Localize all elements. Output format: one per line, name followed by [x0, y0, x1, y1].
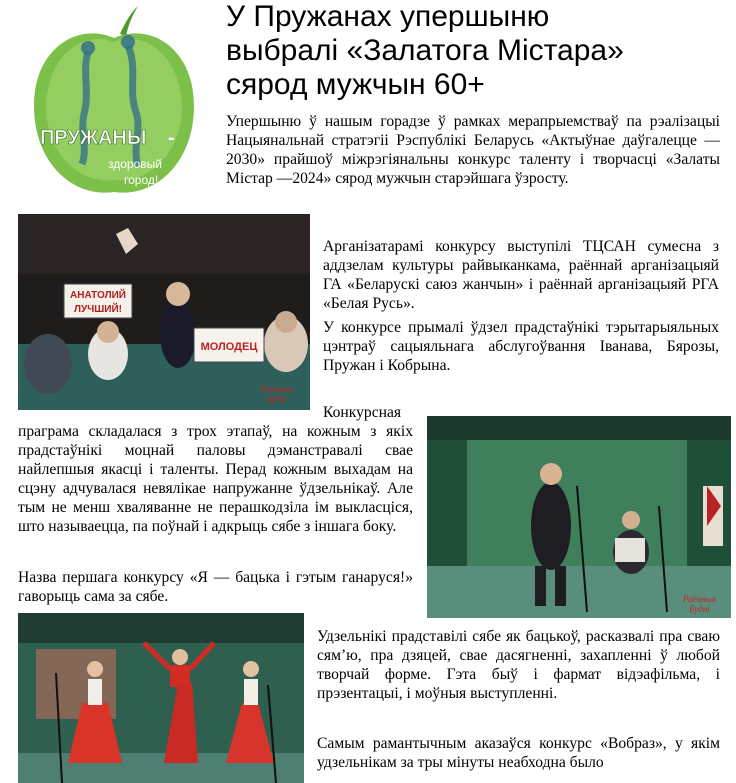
paragraph-intro: Упершыню ў нашым горадзе ў рамках мерапрыемстваў па рэалізацыі Нацыянальнай стратэгіі Рэспублікі Беларусь «Актыўнае даўгалецце — 2030» прайшоў міжрэгіянальны конкурс таленту і творчасці «Залаты Містар —2024» сярод мужчын старэйшага ўзросту. — [226, 113, 720, 187]
logo-subtitle-2: город! — [124, 173, 159, 187]
sign-1-line-2: ЛУЧШИЙ! — [73, 304, 123, 315]
title-line-2: выбралі «Залатога Містара» — [226, 34, 624, 67]
photo-stage-performance — [427, 416, 731, 618]
paragraph-image-contest: Самым рамантычным аказаўся конкурс «Вобраз», у якім удзельнікам за тры мінуты неабходна было — [317, 735, 720, 771]
photo-audience — [18, 214, 310, 410]
paragraph-program: Конкурсная праграма складалася з трох этапаў, на кожным з якіх прадстаўнікі моцнай паловы дэманстравалі свае найлепшыя якасці і таленты. Перад кожным выхадам на сцэну адчувалася невялікае напружанне ўдзельнікаў. Але тым не менш хваляванне не перашкодзіла ім выкласціся, што называецца, па поўнай і адкрыць сябе з іншага боку. — [18, 404, 413, 535]
sign-2: МОЛОДЕЦ — [200, 341, 258, 353]
article-title — [226, 0, 731, 102]
logo-brand-text: ПРУЖАНЫ — [40, 127, 147, 149]
title-line-3: сярод мужчын 60+ — [226, 68, 485, 101]
logo-subtitle-1: здоровый — [108, 157, 162, 171]
title-line-1: У Пружанах упершыню — [226, 0, 550, 33]
pruzhany-logo — [28, 2, 200, 202]
sign-1-line-1: АНАТОЛИЙ — [70, 290, 126, 301]
watermark-1-line-2: Будні — [266, 394, 287, 404]
svg-text:-: - — [168, 127, 175, 149]
paragraph-participants: У конкурсе прымалі ўдзел прадстаўнікі тэрытарыяльных цэнтраў сацыяльнага абслугоўвання Іванава, Бярозы, Пружан і Кобрына. — [323, 319, 719, 374]
paragraph-first-contest: Назва першага конкурсу «Я — бацька і гэтым ганаруся!» гаворыць сама за сябе. — [18, 569, 413, 605]
watermark-2-line-1: Раённыя — [683, 594, 716, 604]
paragraph-fathers: Удзельнікі прадставілі сябе як бацькоў, расказвалі пра сваю сям’ю, пра дзяцей, свае дасягненні, захапленні ў любой творчай форме. Гэта быў і фармат відэафільма, і прэзентацыі, і моўныя выступленні. — [317, 628, 720, 702]
watermark-1-line-1: Раённыя — [260, 384, 293, 394]
watermark-2-line-2: Будні — [689, 604, 710, 614]
photo-folk-dancers — [18, 613, 304, 783]
paragraph-organizers: Арганізатарамі конкурсу выступілі ТЦСАН сумесна з аддзелам культуры райвыканкама, раённай арганізацыяй ГА «Беларускі саюз жанчын» і раённай арганізацыяй РГА «Белая Русь». — [323, 238, 719, 312]
